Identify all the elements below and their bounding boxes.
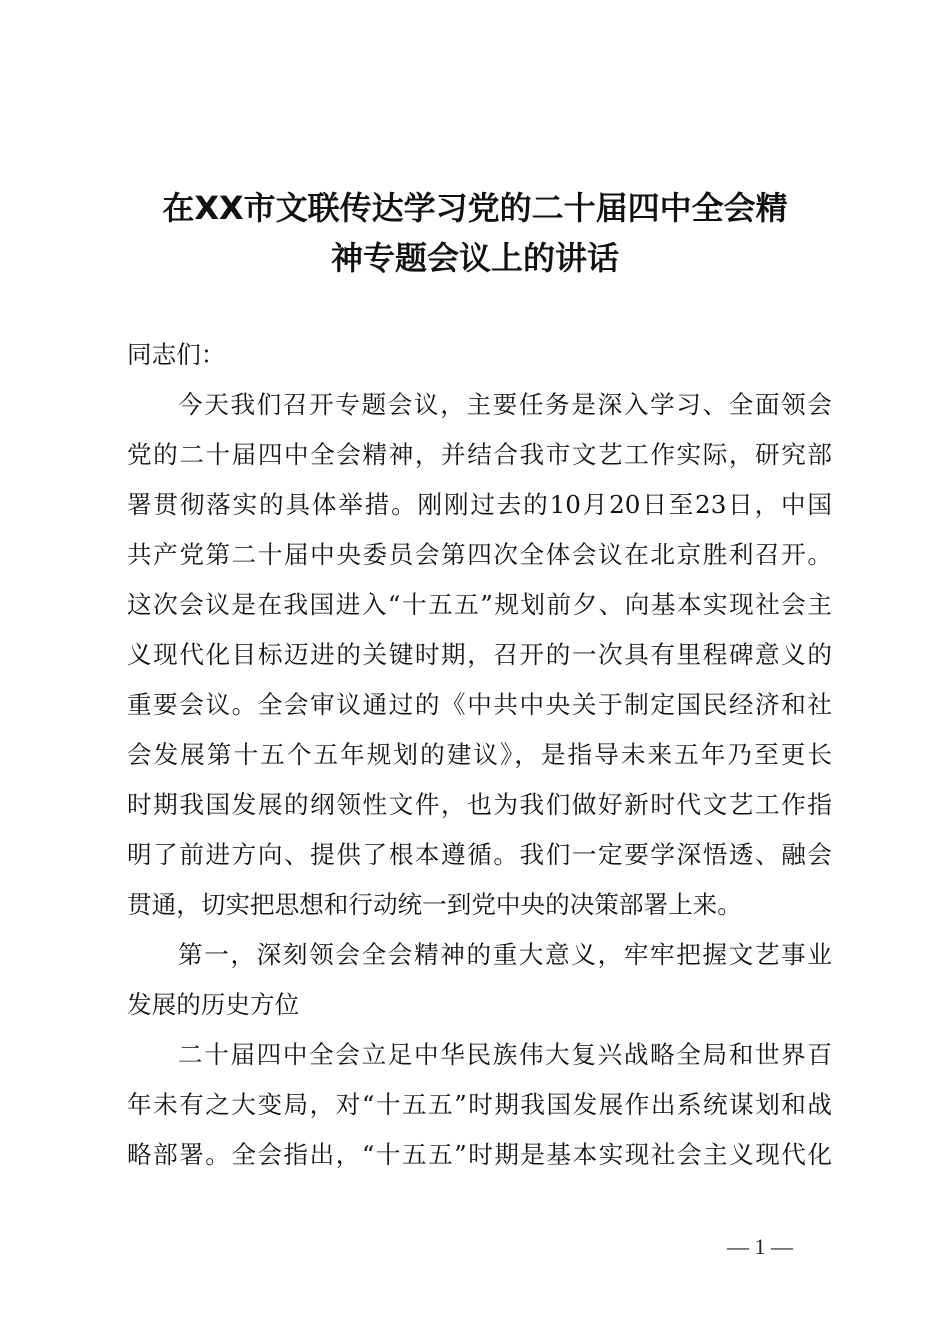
section-heading-line: 发展的历史方位 [127,990,300,1019]
body-line: 时期我国发展的纲领性文件，也为我们做好新时代文艺工作指 [127,790,832,819]
section-heading-line: 第一，深刻领会全会精神的重大意义，牢牢把握文艺事业 [178,940,832,969]
document-body [127,330,832,1180]
salutation: 同志们： [127,340,226,369]
body-line: 重要会议。全会审议通过的《中共中央关于制定国民经济和社 [127,690,832,719]
page-number: — 1 — [727,1234,793,1259]
body-line: 略部署。全会指出，“十五五”时期是基本实现社会主义现代化 [127,1140,832,1169]
body-line: 义现代化目标迈进的关键时期，召开的一次具有里程碑意义的 [127,640,832,669]
body-line: 今天我们召开专题会议，主要任务是深入学习、全面领会 [178,390,832,419]
body-line: 贯通，切实把思想和行动统一到党中央的决策部署上来。 [127,890,742,919]
document-title [118,183,832,283]
title-line-2: 神专题会议上的讲话 [330,239,619,277]
body-line: 党的二十届四中全会精神，并结合我市文艺工作实际，研究部 [127,440,832,469]
title-line-1: 在XX市文联传达学习党的二十届四中全会精 [162,189,788,227]
body-line: 共产党第二十届中央委员会第四次全体会议在北京胜利召开。 [127,540,832,569]
body-line: 署贯彻落实的具体举措。刚刚过去的10月20日至23日，中国 [127,490,832,519]
body-line: 二十届四中全会立足中华民族伟大复兴战略全局和世界百 [178,1040,832,1069]
body-line: 明了前进方向、提供了根本遵循。我们一定要学深悟透、融会 [127,840,832,869]
body-line: 年未有之大变局，对“十五五”时期我国发展作出系统谋划和战 [127,1090,832,1119]
body-line: 这次会议是在我国进入“十五五”规划前夕、向基本实现社会主 [127,590,832,619]
body-line: 会发展第十五个五年规划的建议》，是指导未来五年乃至更长 [127,740,832,769]
